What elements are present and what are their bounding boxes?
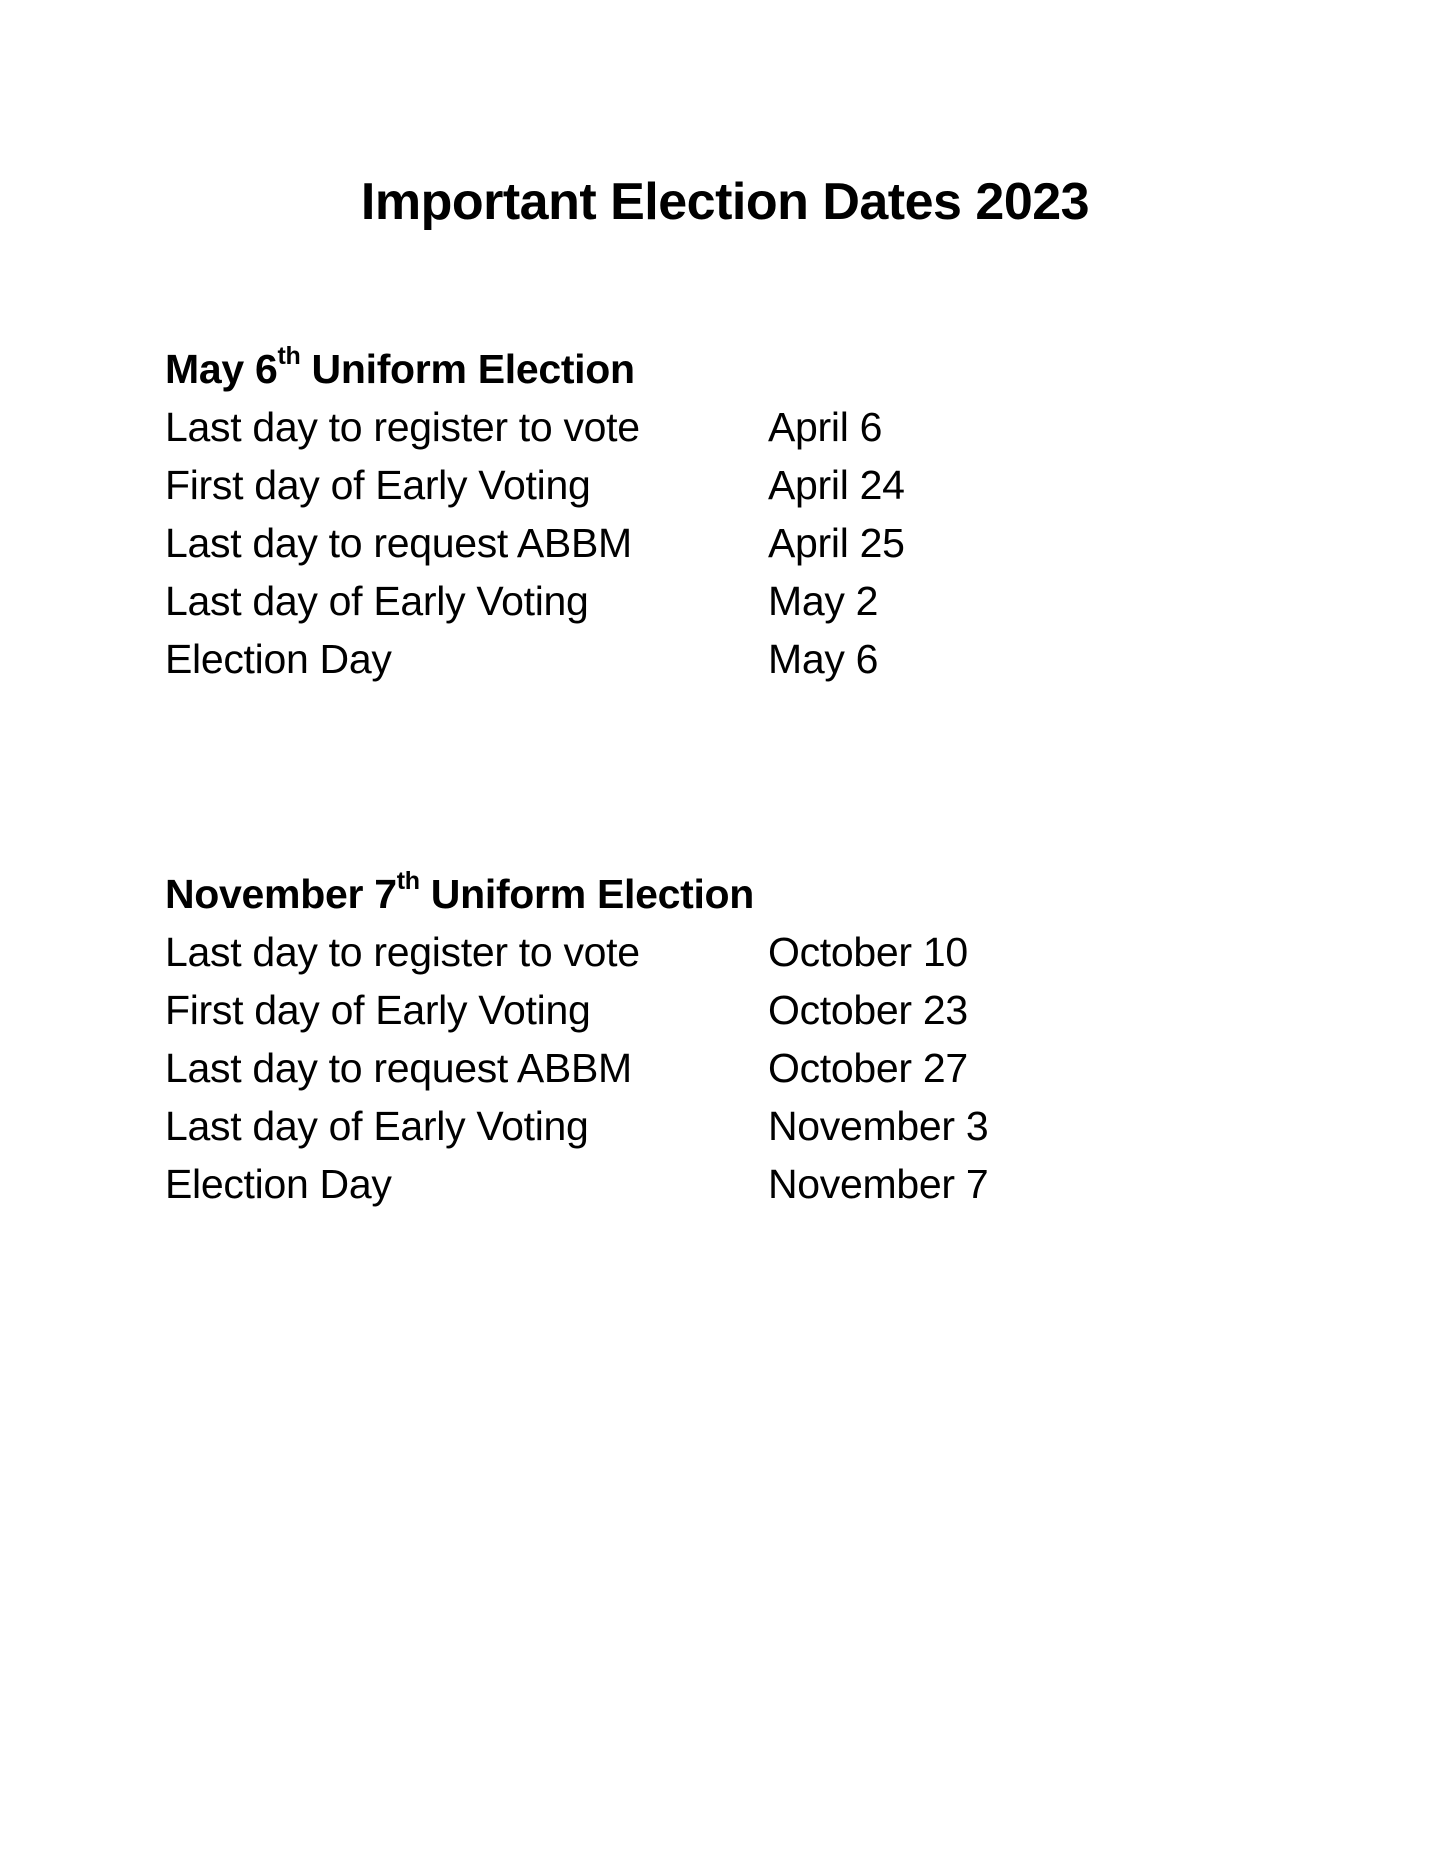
row-date: October 23: [768, 987, 968, 1033]
row-label: Last day to register to vote: [165, 929, 640, 975]
date-row: [165, 981, 1315, 1039]
row-label: Last day to register to vote: [165, 404, 640, 450]
date-row: [165, 630, 1315, 688]
november-election-section: [165, 865, 1315, 1213]
row-date: April 25: [768, 520, 905, 566]
row-label: First day of Early Voting: [165, 987, 591, 1033]
row-label: Election Day: [165, 1161, 392, 1207]
may-election-section: [165, 340, 1315, 688]
row-label: Last day to request ABBM: [165, 1045, 632, 1091]
heading-date: May 6: [165, 346, 278, 392]
heading-ordinal-suffix: th: [396, 867, 420, 896]
row-label: Election Day: [165, 636, 392, 682]
date-row: [165, 572, 1315, 630]
row-date: November 3: [768, 1103, 989, 1149]
row-label: Last day to request ABBM: [165, 520, 632, 566]
heading-text: Uniform Election: [300, 346, 635, 392]
row-date: October 27: [768, 1045, 968, 1091]
date-row: [165, 398, 1315, 456]
date-row: [165, 1039, 1315, 1097]
row-date: April 24: [768, 462, 905, 508]
row-label: Last day of Early Voting: [165, 1103, 589, 1149]
row-date: October 10: [768, 929, 968, 975]
date-row: [165, 1155, 1315, 1213]
row-date: November 7: [768, 1161, 989, 1207]
date-row: [165, 514, 1315, 572]
row-date: May 6: [768, 636, 879, 682]
date-row: [165, 923, 1315, 981]
row-date: April 6: [768, 404, 883, 450]
section-heading: [165, 340, 1315, 398]
date-row: [165, 456, 1315, 514]
heading-ordinal-suffix: th: [277, 342, 301, 371]
heading-date: November 7: [165, 871, 397, 917]
document-title: Important Election Dates 2023: [360, 173, 1090, 231]
heading-text: Uniform Election: [419, 871, 755, 917]
row-label: First day of Early Voting: [165, 462, 591, 508]
date-row: [165, 1097, 1315, 1155]
section-heading: [165, 865, 1315, 923]
row-date: May 2: [768, 578, 879, 624]
row-label: Last day of Early Voting: [165, 578, 589, 624]
